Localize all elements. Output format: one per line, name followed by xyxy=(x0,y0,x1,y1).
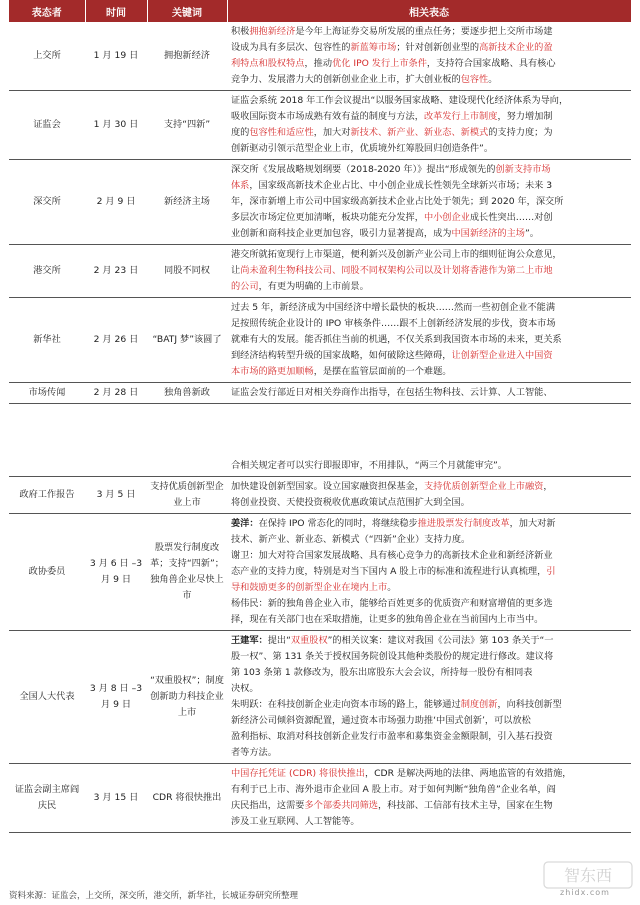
cell-statement xyxy=(227,160,631,245)
statement-line xyxy=(231,782,627,798)
statement-text: 决权。 xyxy=(231,683,259,694)
statement-text: 择，现在有关部门也在采取措施，让更多的独角兽企业在当前国内上市当中。 xyxy=(231,614,544,625)
cell-statement xyxy=(227,456,631,477)
cell-party: 证监会副主席阎庆民 xyxy=(9,764,85,833)
statement-text: ，加大对 xyxy=(313,127,351,138)
statement-line xyxy=(231,364,627,380)
cell-keyword: “双重股权”；制度创新助力科技企业上市 xyxy=(147,631,227,764)
statement-text: 深交所《发展战略规划纲要（2018-2020 年）》提出“形成领先的 xyxy=(231,164,496,175)
statement-text: 。 xyxy=(387,582,397,593)
statement-text: 多层次市场定位更加清晰，板块功能充分发挥， xyxy=(231,212,424,223)
statement-text: 第 103 条第 1 款修改为，股东出席股东大会会议，所持每一股份有相同表 xyxy=(231,667,533,678)
highlight-text: 改革发行上市制度 xyxy=(423,111,498,122)
statement-line xyxy=(231,194,627,210)
statement-line xyxy=(231,56,627,72)
cell-party xyxy=(9,456,85,477)
statement-text: 有利于已上市、海外退市企业回 A 股上市。对于如何判断“独角兽”企业名单，阎 xyxy=(231,784,556,795)
statement-line xyxy=(231,548,627,564)
statement-line xyxy=(231,479,627,495)
table-header xyxy=(9,0,631,22)
statement-text: 庆民指出，这需要 xyxy=(231,800,305,811)
table-row xyxy=(9,298,631,383)
cell-keyword: 新经济主场 xyxy=(147,160,227,245)
header-party: 表态者 xyxy=(9,0,85,22)
statement-text: 创新驱动引领示范型企业上市，优质境外红筹股回归创造条件”。 xyxy=(231,143,494,154)
table-row xyxy=(9,383,631,404)
cell-statement xyxy=(227,477,631,514)
table-row xyxy=(9,91,631,160)
statement-text: 盈利指标、取消对科技创新企业发行市盈率和募集资金金额限制，引入基石投资 xyxy=(231,731,553,742)
cell-party: 证监会 xyxy=(9,91,85,160)
highlight-text: 中国新经济的主场 xyxy=(451,228,525,239)
statement-text: ，向科技创新型 xyxy=(497,699,562,710)
cell-time: 3 月 6 日 –3 月 9 日 xyxy=(85,514,147,631)
statement-line xyxy=(231,745,627,761)
statement-text: 合相关规定者可以实行即报即审，不用排队，“两三个月就能审完”。 xyxy=(231,460,507,471)
cell-party: 新华社 xyxy=(9,298,85,383)
statement-line xyxy=(231,263,627,279)
statement-line xyxy=(231,649,627,665)
cell-time: 2 月 23 日 xyxy=(85,245,147,298)
table-row xyxy=(9,456,631,477)
statement-text: 年，深市新增上市公司中国家级高新技术企业占比处于领先；到 2020 年，深交所 xyxy=(231,196,564,207)
statement-line xyxy=(231,385,627,401)
cell-keyword: 股票发行制度改革；支持“四新”；独角兽企业尽快上市 xyxy=(147,514,227,631)
statement-text: 在保持 IPO 常态化的同时，将继续稳步 xyxy=(258,518,418,529)
cell-keyword: 支持“四新” xyxy=(147,91,227,160)
statement-text: ”的相关议案：建议对我国《公司法》第 103 条关于“一 xyxy=(327,635,554,646)
cell-statement xyxy=(227,764,631,833)
statement-line xyxy=(231,532,627,548)
statement-text: 涉及工业互联网、人工智能等。 xyxy=(231,816,360,827)
statement-line xyxy=(231,596,627,612)
cell-statement xyxy=(227,22,631,91)
cell-time: 1 月 30 日 xyxy=(85,91,147,160)
statement-text: ，CDR 是解决两地的法律、两地监管的有效措施， xyxy=(364,768,572,779)
table-row xyxy=(9,514,631,631)
statement-text: 新经济公司倾斜资源配置，通过资本市场强力助推‘中国式创新’，可以放松 xyxy=(231,715,531,726)
statement-text: 业创新和商科技企业更加包容，吸引力显著提高，成为 xyxy=(231,228,452,239)
statement-text: 姜洋： xyxy=(231,518,259,529)
statement-line xyxy=(231,633,627,649)
statement-text: 证监会系统 2018 年工作会议提出“以服务国家战略、建设现代化经济体系为导向， xyxy=(231,95,569,106)
cell-time: 3 月 15 日 xyxy=(85,764,147,833)
table-row xyxy=(9,245,631,298)
cell-keyword xyxy=(147,456,227,477)
statement-text: 就难有大的发展。能否抓住当前的机遇，不仅关系到我国资本市场的未来，更关系 xyxy=(231,334,562,345)
statement-line xyxy=(231,279,627,295)
statement-text: 提出“ xyxy=(267,635,291,646)
statement-line xyxy=(231,40,627,56)
statement-text: 到经济结构转型升级的国家战略，如何破除这些障碍， xyxy=(231,350,452,361)
table-row xyxy=(9,764,631,833)
statement-text: ，努力增加制 xyxy=(497,111,553,122)
statement-line xyxy=(231,162,627,178)
statement-text: 吸收国际资本市场成熟有效有益的制度与方法， xyxy=(231,111,424,122)
cell-party: 全国人大代表 xyxy=(9,631,85,764)
table-row xyxy=(9,160,631,245)
highlight-text: 支持优质创新型企业上市融资 xyxy=(423,481,544,492)
cell-statement xyxy=(227,383,631,404)
cell-keyword: 支持优质创新型企业上市 xyxy=(147,477,227,514)
cell-statement xyxy=(227,298,631,383)
watermark-sub: zhidx.com xyxy=(560,888,610,897)
statement-text: 足按照传统企业设计的 IPO 审核条件……跟不上创新经济发展的步伐，资本市场 xyxy=(231,318,556,329)
statement-text: 证监会发行部近日对相关券商作出指导，在包括生物科技、云计算、人工智能、 xyxy=(231,387,553,398)
header-keyword: 关键词 xyxy=(147,0,227,22)
statement-line xyxy=(231,72,627,88)
statement-line xyxy=(231,814,627,830)
statement-text: 成长性突出……对创 xyxy=(469,212,553,223)
statement-text: ， xyxy=(543,481,553,492)
watermark-text: 智东西 xyxy=(563,866,613,885)
statement-line xyxy=(231,141,627,157)
highlight-text: 体系 xyxy=(231,180,250,191)
statement-text: ，有更为明确的上市前景。 xyxy=(258,281,369,292)
highlight-text: 优化 IPO 发行上市条件 xyxy=(332,58,427,69)
highlight-text: 利特点和股权特点 xyxy=(231,58,305,69)
statement-text: ，推动 xyxy=(304,58,333,69)
statement-text: 。 xyxy=(488,74,498,85)
statement-text: 港交所就拓宽现行上市渠道，便利新兴及创新产业公司上市的细则征询公众意见， xyxy=(231,249,562,260)
cell-time: 2 月 9 日 xyxy=(85,160,147,245)
statement-line xyxy=(231,697,627,713)
highlight-text: 多个部委共同筛选 xyxy=(304,800,378,811)
statement-text: 王建军： xyxy=(231,635,268,646)
statement-line xyxy=(231,125,627,141)
statement-line xyxy=(231,458,627,474)
highlight-text: 中国存托凭证 (CDR) 将很快推出 xyxy=(231,768,365,779)
highlight-text: 的公司 xyxy=(231,281,259,292)
statement-text: ，支持符合国家战略、具有核心 xyxy=(426,58,556,69)
statement-line xyxy=(231,766,627,782)
statement-line xyxy=(231,332,627,348)
statement-line xyxy=(231,348,627,364)
statement-text: 杨伟民：新的独角兽企业入市，能够给百姓更多的优质资产和财富增值的更多选 xyxy=(231,598,553,609)
highlight-text: 包容性 xyxy=(460,74,489,85)
statements-table-top xyxy=(9,0,632,404)
highlight-text: 高新技术企业的盈 xyxy=(479,42,553,53)
highlight-text: 导和鼓励更多的创新型企业在境内上市 xyxy=(231,582,388,593)
statement-line xyxy=(231,798,627,814)
table-row xyxy=(9,22,631,91)
cell-keyword: CDR 将很快推出 xyxy=(147,764,227,833)
highlight-text: 新技术、新产业、新业态、新模式 xyxy=(350,127,489,138)
source-note: 资料来源：证监会，上交所，深交所，港交所，新华社，长城证券研究所整理 xyxy=(9,891,299,901)
statement-text: 者等方法。 xyxy=(231,747,277,758)
statement-text: 加快建设创新型国家。设立国家融资担保基金， xyxy=(231,481,424,492)
highlight-text: 让创新型企业进入中国资 xyxy=(451,350,553,361)
statement-text: 朱明跃：在科技创新企业走向资本市场的路上，能够通过 xyxy=(231,699,461,710)
cell-party: 深交所 xyxy=(9,160,85,245)
statement-text: 将创业投资、天使投资税收优惠政策试点范围扩大到全国。 xyxy=(231,497,470,508)
statement-text: 的支持力度；为 xyxy=(488,127,553,138)
cell-time: 3 月 8 日 –3 月 9 日 xyxy=(85,631,147,764)
highlight-text: 本市场的路更加顺畅 xyxy=(231,366,314,377)
statement-text: 股一权”、第 131 条关于授权国务院创设其他种类股份的规定进行修改。建议将 xyxy=(231,651,554,662)
statement-line xyxy=(231,93,627,109)
highlight-text: 双重股权 xyxy=(290,635,328,646)
statement-text: ；针对创新创业型的 xyxy=(396,42,480,53)
cell-statement xyxy=(227,245,631,298)
cell-statement xyxy=(227,514,631,631)
statement-line xyxy=(231,713,627,729)
header-statement: 相关表态 xyxy=(227,0,631,22)
statement-text: ，加大对新 xyxy=(509,518,556,529)
statement-text: 让 xyxy=(231,265,241,276)
header-time: 时间 xyxy=(85,0,147,22)
statement-text: 态产业的支持力度，特别是对当下国内 A 股上市的标准和流程进行认真梳理， xyxy=(231,566,547,577)
cell-statement xyxy=(227,631,631,764)
statements-table-bottom xyxy=(9,456,631,833)
cell-time: 3 月 5 日 xyxy=(85,477,147,514)
statement-line xyxy=(231,316,627,332)
cell-time: 1 月 19 日 xyxy=(85,22,147,91)
highlight-text: 包容性和适应性 xyxy=(249,127,314,138)
cell-party: 上交所 xyxy=(9,22,85,91)
cell-party: 政协委员 xyxy=(9,514,85,631)
statement-line xyxy=(231,495,627,511)
statement-text: 设成为具有多层次、包容性的 xyxy=(231,42,351,53)
highlight-text: 拥抱新经济 xyxy=(249,26,296,37)
cell-time: 2 月 26 日 xyxy=(85,298,147,383)
statement-line xyxy=(231,24,627,40)
statement-line xyxy=(231,665,627,681)
statement-line xyxy=(231,178,627,194)
cell-time xyxy=(85,456,147,477)
cell-keyword: 拥抱新经济 xyxy=(147,22,227,91)
table-row xyxy=(9,477,631,514)
cell-time: 2 月 28 日 xyxy=(85,383,147,404)
statement-text: 竞争力、发展潜力大的创新创业企业上市，扩大创业板的 xyxy=(231,74,461,85)
highlight-text: 引 xyxy=(546,566,556,577)
statement-line xyxy=(231,564,627,580)
statement-text: 谢卫：加大对符合国家发展战略、具有核心竞争力的高新技术企业和新经济新业 xyxy=(231,550,553,561)
cell-statement xyxy=(227,91,631,160)
statement-line xyxy=(231,729,627,745)
statement-line xyxy=(231,516,627,532)
highlight-text: 制度创新 xyxy=(460,699,498,710)
cell-keyword: 同股不同权 xyxy=(147,245,227,298)
statement-text: 技术、新产业、新业态、新模式（“四新”企业）支持力度。 xyxy=(231,534,471,545)
statement-text: 积极 xyxy=(231,26,250,37)
cell-party: 政府工作报告 xyxy=(9,477,85,514)
highlight-text: 中小创企业 xyxy=(423,212,470,223)
highlight-text: 尚未盈利生物科技公司、同股不同权架构公司以及计划将香港作为第二上市地 xyxy=(240,265,553,276)
statement-line xyxy=(231,612,627,628)
statement-text: ，是摆在监管层面前的一个难题。 xyxy=(313,366,452,377)
statement-line xyxy=(231,247,627,263)
statement-text: 度的 xyxy=(231,127,250,138)
statement-line xyxy=(231,210,627,226)
highlight-text: 创新支持市场 xyxy=(495,164,551,175)
cell-keyword: “BATJ 梦”该圆了 xyxy=(147,298,227,383)
statement-text: 是今年上海证券交易所发展的重点任务；要逐步把上交所市场建 xyxy=(295,26,553,37)
statement-line xyxy=(231,300,627,316)
statement-text: ，科技部、工信部有技术主导，国家在生物 xyxy=(378,800,553,811)
statement-text: ，国家级高新技术企业占比、中小创企业成长性领先全球新兴市场；未来 3 xyxy=(249,180,553,191)
cell-party: 市场传闻 xyxy=(9,383,85,404)
statement-text: ”。 xyxy=(525,228,539,239)
statement-line xyxy=(231,681,627,697)
cell-keyword: 独角兽新政 xyxy=(147,383,227,404)
statement-line xyxy=(231,226,627,242)
cell-party: 港交所 xyxy=(9,245,85,298)
highlight-text: 推进股票发行制度改革 xyxy=(417,518,510,529)
highlight-text: 新蓝筹市场 xyxy=(350,42,397,53)
statement-line xyxy=(231,580,627,596)
table-row xyxy=(9,631,631,764)
statement-line xyxy=(231,109,627,125)
statement-text: 过去 5 年，新经济成为中国经济中增长最快的板块……然而一些初创企业不能满 xyxy=(231,302,556,313)
